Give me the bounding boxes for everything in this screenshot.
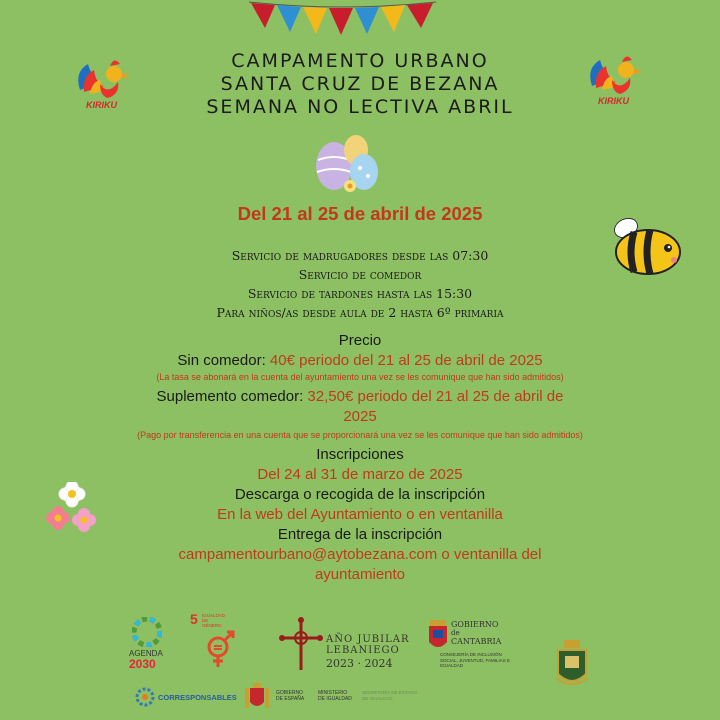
sdg5-number: 5 bbox=[190, 611, 198, 627]
secretaria-label: SECRETARÍA DE ESTADO DE IGUALDAD bbox=[362, 690, 418, 701]
registration-heading: Inscripciones bbox=[316, 446, 404, 463]
info-block bbox=[0, 331, 720, 585]
jubilar-line-2: LEBANIEGO bbox=[326, 645, 400, 656]
download-value: En la web del Ayuntamiento o en ventanilla bbox=[217, 506, 503, 523]
service-item: Servicio de tardones hasta las 15:30 bbox=[247, 286, 473, 301]
ministerio-label: MINISTERIO DE IGUALDAD bbox=[318, 690, 352, 702]
title-line-2: SANTA CRUZ DE BEZANA bbox=[220, 73, 500, 95]
jubilar-cross-icon bbox=[278, 616, 324, 672]
bunting-decoration bbox=[245, 0, 440, 38]
corresponsables-icon bbox=[135, 687, 155, 707]
easter-eggs-icon bbox=[308, 128, 386, 198]
gender-equality-icon bbox=[202, 630, 236, 670]
download-heading: Descarga o recogida de la inscripción bbox=[234, 486, 486, 503]
price-heading: Precio bbox=[338, 332, 382, 349]
brand-label-right: KIRIKU bbox=[598, 96, 629, 106]
corresponsables-label: CORRESPONSABLES bbox=[158, 693, 237, 702]
delivery-heading: Entrega de la inscripción bbox=[277, 526, 443, 543]
brand-label-left: KIRIKU bbox=[86, 100, 117, 110]
service-item: Para niños/as desde aula de 2 hasta 6º primaria bbox=[216, 305, 504, 320]
cantabria-sub: CONSEJERÍA DE INCLUSIÓN SOCIAL, JUVENTUD, FAMILIAS E IGUALDAD bbox=[440, 652, 511, 668]
spain-coat-of-arms-icon bbox=[242, 682, 272, 714]
page-title bbox=[0, 50, 720, 119]
flowers-icon bbox=[44, 482, 104, 536]
cantabria-line-1: GOBIERNO bbox=[451, 620, 499, 629]
gobierno-espana-label: GOBIERNO DE ESPAÑA bbox=[276, 690, 305, 702]
lunch-note: (Pago por transferencia en una cuenta que se proporcionará una vez se les comunique que han sido admitidos) bbox=[137, 430, 583, 440]
delivery-value: campamentourbano@aytobezana.com o ventanilla del ayuntamiento bbox=[178, 546, 542, 583]
title-line-3: SEMANA NO LECTIVA ABRIL bbox=[206, 96, 514, 118]
jubilar-years: 2023 · 2024 bbox=[326, 657, 393, 670]
no-lunch-value: 40€ periodo del 21 al 25 de abril de 2025 bbox=[265, 352, 543, 369]
date-range: Del 21 al 25 de abril de 2025 bbox=[237, 203, 483, 224]
no-lunch-note: (La tasa se abonará en la cuenta del ayuntamiento una vez se les comunique que han sido admitidos) bbox=[156, 372, 564, 382]
lunch-label: Suplemento comedor: bbox=[156, 388, 304, 405]
cantabria-shield-icon bbox=[427, 620, 449, 652]
lunch-price bbox=[0, 387, 720, 427]
municipal-coat-of-arms-icon bbox=[554, 638, 590, 690]
agenda-year: 2030 bbox=[129, 657, 156, 671]
lunch-value: 32,50€ periodo del 21 al 25 de abril de 2025 bbox=[303, 388, 564, 425]
no-lunch-label: Sin comedor: bbox=[177, 352, 266, 369]
jubilar-line-1: AÑO JUBILAR bbox=[326, 634, 410, 645]
services-list bbox=[0, 246, 720, 322]
sdg5-text: IGUALDAD DE GÉNERO bbox=[202, 613, 226, 628]
agenda-label: AGENDA bbox=[129, 649, 163, 658]
registration-dates: Del 24 al 31 de marzo de 2025 bbox=[257, 466, 463, 483]
no-lunch-price bbox=[0, 351, 720, 371]
cantabria-line-2: de bbox=[451, 629, 460, 637]
service-item: Servicio de comedor bbox=[298, 267, 422, 282]
title-line-1: CAMPAMENTO URBANO bbox=[231, 50, 489, 72]
cantabria-line-3: CANTABRIA bbox=[451, 637, 502, 646]
agenda-2030-wheel-icon bbox=[132, 617, 162, 647]
service-item: Servicio de madrugadores desde las 07:30 bbox=[231, 248, 489, 263]
